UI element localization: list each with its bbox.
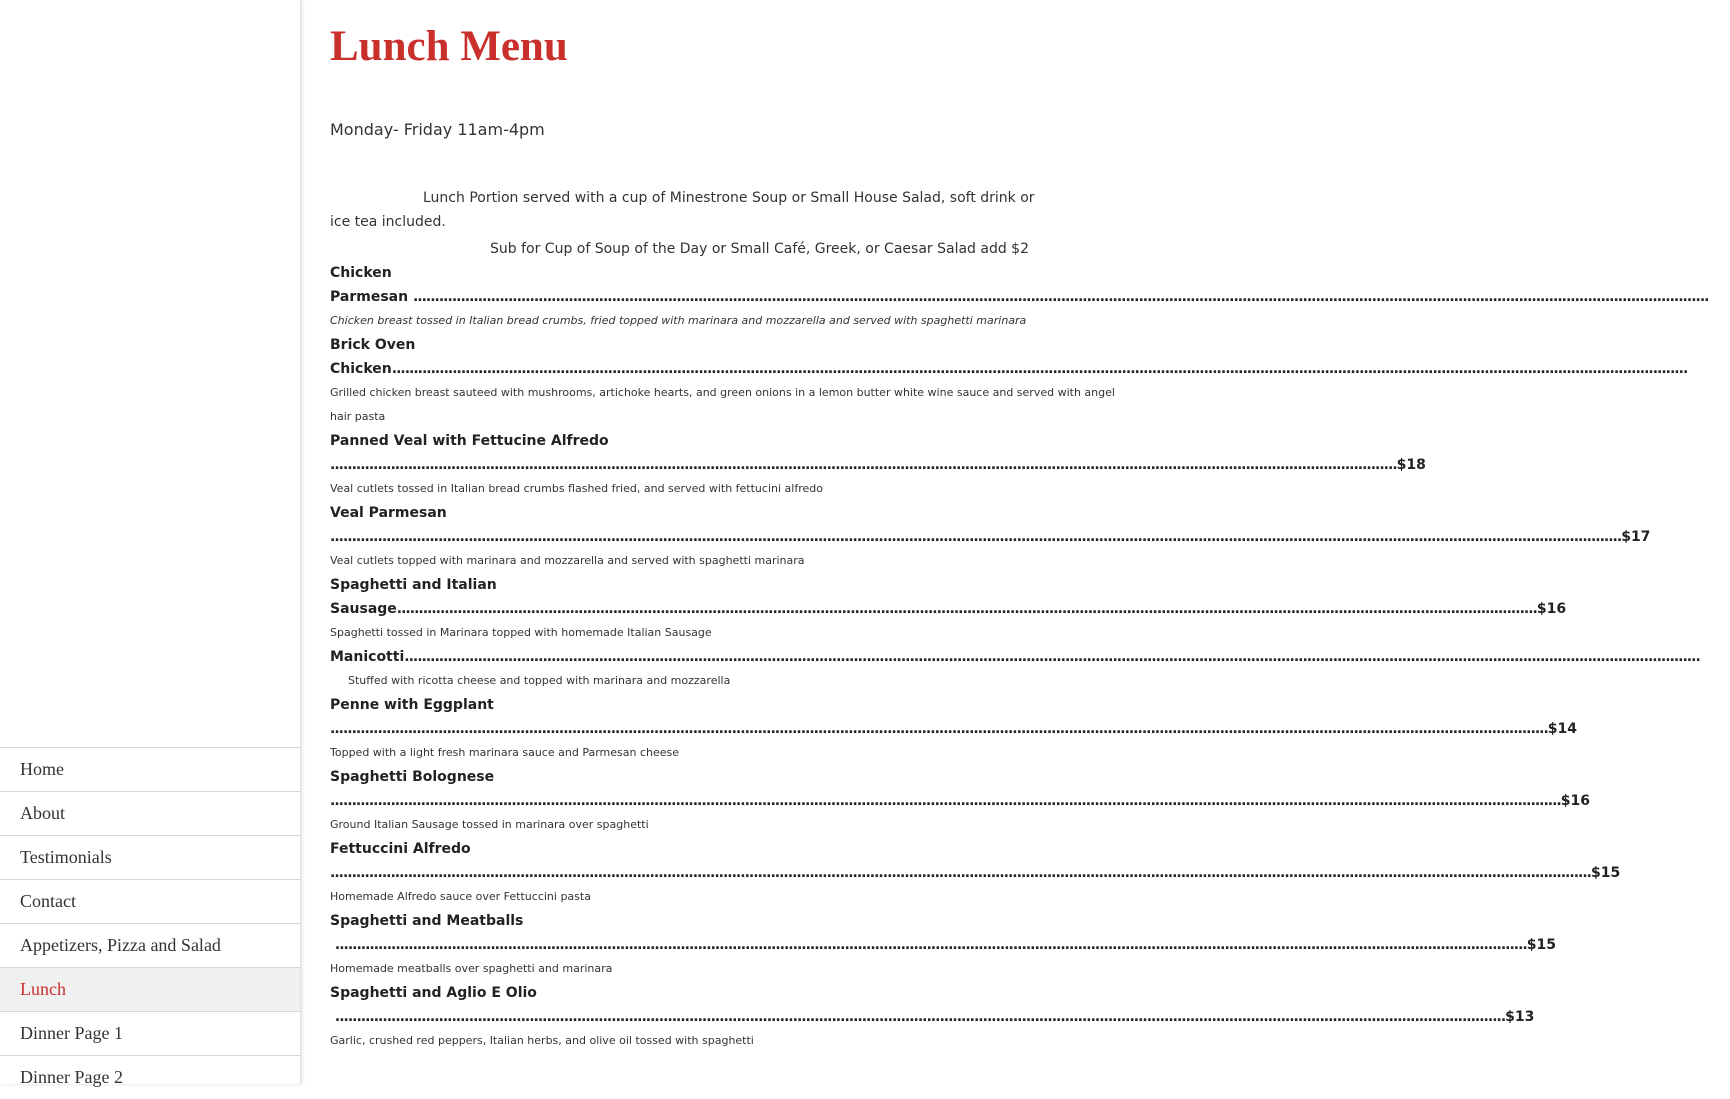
menu-item-description: Topped with a light fresh marinara sauce and Parmesan cheese	[330, 746, 679, 759]
menu-item-price: $15	[1526, 937, 1556, 953]
menu-item-description: Stuffed with ricotta cheese and topped with marinara and mozzarella	[348, 674, 731, 687]
menu-item-name: Panned Veal with Fettucine Alfredo	[330, 433, 609, 449]
dot-leader: ............................................................................................................................................................................................................................................................................................................	[404, 649, 1700, 665]
menu-item-name: Spaghetti and Aglio E Olio	[330, 985, 537, 1001]
menu-item-price-line	[330, 285, 1730, 309]
menu-item-name: Spaghetti and Meatballs	[330, 913, 524, 929]
menu-item-price: $14	[1547, 721, 1578, 737]
menu-item-description: Homemade meatballs over spaghetti and marinara	[330, 962, 613, 975]
nav-item-lunch[interactable]: Lunch	[0, 967, 300, 1011]
substitution-note: Sub for Cup of Soup of the Day or Small Café, Greek, or Caesar Salad add $2	[490, 241, 1029, 257]
dot-leader: ...........................................................................................................................................................................................................................................................................................................	[330, 529, 1622, 545]
menu-item-price-line	[330, 933, 1730, 957]
menu-item-description: Veal cutlets tossed in Italian bread crumbs flashed fried, and served with fettucini alfredo	[330, 482, 823, 495]
dot-leader: ............................................................................................................................................................................................................................................................................................................	[412, 289, 1709, 305]
nav-item-contact[interactable]: Contact	[0, 879, 300, 923]
menu-item-description: Ground Italian Sausage tossed in marinara over spaghetti	[330, 818, 649, 831]
dot-leader: ....................................................................................................................................................................................................................................................................................................	[330, 865, 1591, 881]
menu-item-name: Sausage	[330, 601, 397, 617]
menu-item-name: Spaghetti Bolognese	[330, 769, 495, 785]
dot-leader: .......................................................................................................................................................................................................................................................	[330, 457, 1397, 473]
main-nav	[0, 747, 300, 1099]
menu-item-description: hair pasta	[330, 410, 386, 423]
menu-item-price: $16	[1536, 601, 1567, 617]
menu-item-price: $18	[1396, 457, 1426, 473]
nav-item-dinner-1[interactable]: Dinner Page 1	[0, 1011, 300, 1055]
menu-item-name: Chicken	[330, 265, 392, 281]
menu-item-price-line	[330, 645, 1730, 669]
menu-item-price-line	[330, 453, 1730, 477]
menu-item-price-line	[330, 717, 1730, 741]
dot-leader: ..........................................................................................................................................................................................................................................................................................	[330, 721, 1548, 737]
nav-item-about[interactable]: About	[0, 791, 300, 835]
menu-item-price-line	[330, 597, 1730, 621]
menu-item-description: Veal cutlets topped with marinara and mozzarella and served with spaghetti marinara	[330, 554, 805, 567]
menu-item-price: $15	[1590, 865, 1621, 881]
menu-item-description: Grilled chicken breast sauteed with mushrooms, artichoke hearts, and green onions in a lemon butter white wine sauce and served with angel	[330, 386, 1115, 399]
nav-item-testimonials[interactable]: Testimonials	[0, 835, 300, 879]
menu-item-price: $17	[1621, 529, 1651, 545]
menu-list	[330, 261, 1730, 1053]
menu-item-description: Homemade Alfredo sauce over Fettuccini pasta	[330, 890, 591, 903]
hours-text: Monday- Friday 11am-4pm	[330, 120, 545, 139]
page-title: Lunch Menu	[330, 23, 568, 70]
menu-item-price: $13	[1505, 1009, 1535, 1025]
menu-item-price-line	[330, 357, 1730, 381]
dot-leader: ............................................................................................................................................................................................................................................................................................................	[391, 361, 1688, 377]
menu-item-description: Chicken breast tossed in Italian bread crumbs, fried topped with marinara and mozzarella and served with spaghetti marinara	[330, 314, 1027, 327]
menu-item-name: Chicken	[330, 361, 392, 377]
nav-item-home[interactable]: Home	[0, 747, 300, 791]
dot-leader: ....................................................................................................................................................................................................................................................................................	[334, 937, 1527, 953]
menu-item-name: Spaghetti and Italian	[330, 577, 497, 593]
dot-leader: .............................................................................................................................................................................................................................................................................................	[330, 793, 1561, 809]
menu-item-description: Spaghetti tossed in Marinara topped with homemade Italian Sausage	[330, 626, 712, 639]
menu-item-name: Manicotti	[330, 649, 405, 665]
menu-item-description: Garlic, crushed red peppers, Italian herbs, and olive oil tossed with spaghetti	[330, 1034, 754, 1047]
menu-item-price: $16	[1560, 793, 1590, 809]
menu-item-name: Veal Parmesan	[330, 505, 447, 521]
menu-item-price-line	[330, 861, 1730, 885]
nav-item-appetizers[interactable]: Appetizers, Pizza and Salad	[0, 923, 300, 967]
menu-item-name: Parmesan	[330, 289, 413, 305]
dot-leader: ...............................................................................................................................................................................................................................................................................	[334, 1009, 1506, 1025]
menu-item-name: Penne with Eggplant	[330, 697, 494, 713]
menu-item-price-line	[330, 525, 1730, 549]
intro-text	[330, 186, 1035, 234]
menu-item-price-line	[330, 789, 1730, 813]
dot-leader: ........................................................................................................................................................................................................................................................................	[396, 601, 1537, 617]
intro-line-1: Lunch Portion served with a cup of Minestrone Soup or Small House Salad, soft drink or	[423, 190, 1035, 206]
main-content	[330, 0, 1709, 1084]
nav-item-dinner-2[interactable]: Dinner Page 2	[0, 1055, 300, 1099]
sidebar	[0, 0, 301, 1087]
intro-line-2: ice tea included.	[330, 214, 446, 230]
menu-item-name: Fettuccini Alfredo	[330, 841, 471, 857]
menu-item-name: Brick Oven	[330, 337, 416, 353]
menu-item-price-line	[330, 1005, 1730, 1029]
